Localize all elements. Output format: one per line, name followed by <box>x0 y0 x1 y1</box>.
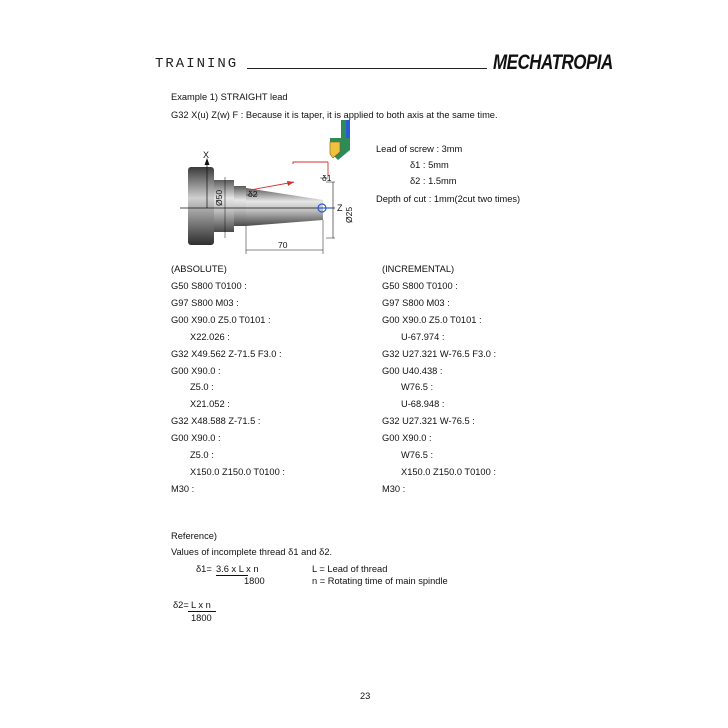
z-axis-label: Z <box>337 203 343 213</box>
program-line: M30 : <box>382 483 406 494</box>
program-line: G32 U27.321 W-76.5 F3.0 : <box>382 348 497 359</box>
page-header-title: TRAINING <box>155 56 239 72</box>
brand-logo: MECHATROPIA <box>493 50 613 74</box>
shoulder <box>234 186 246 226</box>
formula1-lhs: δ1= <box>196 564 212 574</box>
spec-delta2: δ2 : 1.5mm <box>410 176 457 186</box>
program-line: X150.0 Z150.0 T0100 : <box>401 466 496 477</box>
definition-L: L = Lead of thread <box>312 564 388 574</box>
definition-n: n = Rotating time of main spindle <box>312 576 448 586</box>
program-line: X150.0 Z150.0 T0100 : <box>190 466 285 477</box>
thread-diagram <box>170 120 380 265</box>
formula2-lhs: δ2= <box>173 600 189 610</box>
program-line: U-67.974 : <box>401 331 445 342</box>
program-line: G97 S800 M03 : <box>171 297 239 308</box>
example-syntax: G32 X(u) Z(w) F : Because it is taper, it is applied to both axis at the same time. <box>171 110 498 120</box>
spec-delta1: δ1 : 5mm <box>410 160 449 170</box>
program-line: G00 X90.0 : <box>382 433 432 444</box>
example-heading: Example 1) STRAIGHT lead <box>171 92 288 102</box>
spec-lead: Lead of screw : 3mm <box>376 144 463 154</box>
formula1-numerator: 3.6 x L x n <box>216 564 259 574</box>
reference-heading: Reference) <box>171 531 217 541</box>
incremental-heading: (INCREMENTAL) <box>382 264 455 274</box>
program-line: G00 X90.0 Z5.0 T0101 : <box>171 314 271 325</box>
program-line: G00 X90.0 : <box>171 433 221 444</box>
program-line: G50 S800 T0100 : <box>382 281 458 291</box>
tool-path <box>293 162 328 164</box>
program-line: G32 X48.588 Z-71.5 : <box>171 416 261 427</box>
page-number: 23 <box>360 691 371 701</box>
program-line: Z5.0 : <box>190 382 214 393</box>
program-line: X21.052 : <box>190 399 230 410</box>
program-line: W76.5 : <box>401 450 434 460</box>
program-line: G32 X49.562 Z-71.5 F3.0 : <box>171 348 282 359</box>
formula2-denominator: 1800 <box>191 613 212 623</box>
spec-depth: Depth of cut : 1mm(2cut two times) <box>376 194 521 204</box>
taper-workpiece <box>246 188 323 226</box>
program-line: W76.5 : <box>401 382 434 393</box>
formula1-denominator: 1800 <box>244 576 265 586</box>
program-line: G00 X90.0 : <box>171 365 221 376</box>
program-line: X22.026 : <box>190 331 230 342</box>
delta1-label: δ1 <box>322 173 332 183</box>
formula2-numerator: L x n <box>191 600 211 610</box>
formula2-fraction-bar <box>188 611 216 612</box>
program-line: G50 S800 T0100 : <box>171 281 247 291</box>
program-line: M30 : <box>171 483 195 494</box>
program-line: G32 U27.321 W-76.5 : <box>382 416 475 427</box>
x-axis-label: X <box>203 150 210 160</box>
dia-large-label: Ø50 <box>214 189 224 206</box>
absolute-heading: (ABSOLUTE) <box>171 264 227 274</box>
program-line: Z5.0 : <box>190 450 214 460</box>
program-line: G00 U40.438 : <box>382 365 443 376</box>
length-label: 70 <box>278 240 288 250</box>
delta2-label: δ2 <box>248 189 258 199</box>
header-rule <box>247 68 487 69</box>
program-line: G00 X90.0 Z5.0 T0101 : <box>382 314 482 325</box>
dia-small-label: Ø25 <box>344 206 354 223</box>
program-line: U-68.948 : <box>401 399 445 410</box>
reference-desc: Values of incomplete thread δ1 and δ2. <box>171 547 333 557</box>
chuck <box>188 167 214 245</box>
program-line: G97 S800 M03 : <box>382 297 450 308</box>
